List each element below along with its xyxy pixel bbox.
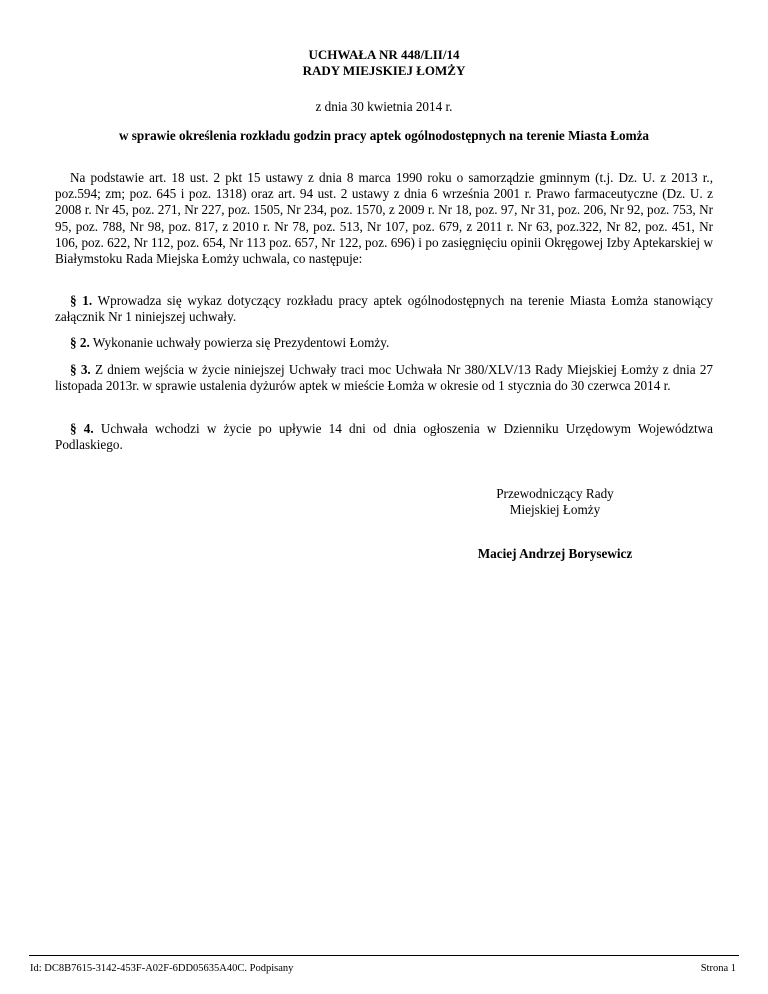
footer-divider bbox=[29, 955, 739, 956]
preamble-paragraph: Na podstawie art. 18 ust. 2 pkt 15 ustawy z dnia 8 marca 1990 roku o samorządzie gminnym (t.j. Dz. U. z 2013 r., poz.594; zm; poz. 645 i poz. 1318) oraz art. 94 ust. 2 ustawy z dnia 6 września 2001 r. Prawo farmaceutyczne (Dz. U. z 2008 r. Nr 45, poz. 271, Nr 227, poz. 1505, Nr 234, poz. 1570, z 2009 r. Nr 18, poz. 97, Nr 31, poz. 206, Nr 92, poz. 753, Nr 95, poz. 788, Nr 98, poz. 817, z 2010 r. Nr 78, poz. 513, Nr 107, poz. 679, z 2011 r. Nr 63, poz.322, Nr 82, poz. 451, Nr 106, poz. 622, Nr 112, poz. 654, Nr 113 poz. 657, Nr 122, poz. 696) i po zasięgnięciu opinii Okręgowej Izby Aptekarskiej w Białymstoku Rada Miejska Łomży uchwala, co następuje: bbox=[55, 170, 713, 267]
footer-page-number: Strona 1 bbox=[700, 963, 736, 974]
footer-document-id: Id: DC8B7615-3142-453F-A02F-6DD05635A40C. Podpisany bbox=[30, 963, 294, 974]
paragraph-2 bbox=[55, 335, 713, 351]
resolution-number: UCHWAŁA NR 448/LII/14 bbox=[308, 47, 460, 62]
resolution-date: z dnia 30 kwietnia 2014 r. bbox=[315, 99, 453, 114]
signer-role-line1: Przewodniczący Rady bbox=[496, 486, 614, 501]
paragraph-3-number: § 3. bbox=[70, 362, 91, 377]
signer-role bbox=[455, 486, 655, 518]
paragraph-2-number: § 2. bbox=[70, 335, 90, 350]
signer-role-line2: Miejskiej Łomży bbox=[509, 502, 601, 518]
paragraph-1-number: § 1. bbox=[70, 293, 93, 308]
paragraph-1 bbox=[55, 293, 713, 325]
paragraph-4 bbox=[55, 421, 713, 453]
resolution-subject: w sprawie określenia rozkładu godzin pracy aptek ogólnodostępnych na terenie Miasta Łomża bbox=[118, 128, 650, 143]
paragraph-4-text: Uchwała wchodzi w życie po upływie 14 dni od dnia ogłoszenia w Dzienniku Urzędowym Województwa Podlaskiego. bbox=[55, 421, 714, 453]
paragraph-3-text: Z dniem wejścia w życie niniejszej Uchwały traci moc Uchwała Nr 380/XLV/13 Rady Miejskiej Łomży z dnia 27 listopada 2013r. w sprawie ustalenia dyżurów aptek w mieście Łomża w okresie od 1 stycznia do 30 czerwca 2014 r. bbox=[55, 362, 714, 394]
signer-name: Maciej Andrzej Borysewicz bbox=[477, 546, 633, 561]
paragraph-1-text: Wprowadza się wykaz dotyczący rozkładu pracy aptek ogólnodostępnych na terenie Miasta Łomża stanowiący załącznik Nr 1 niniejszej uchwały. bbox=[55, 293, 714, 325]
council-name: RADY MIEJSKIEJ ŁOMŻY bbox=[302, 63, 466, 78]
paragraph-3 bbox=[55, 362, 713, 394]
paragraph-4-number: § 4. bbox=[70, 421, 94, 436]
paragraph-2-text: Wykonanie uchwały powierza się Prezydentowi Łomży. bbox=[92, 335, 390, 350]
